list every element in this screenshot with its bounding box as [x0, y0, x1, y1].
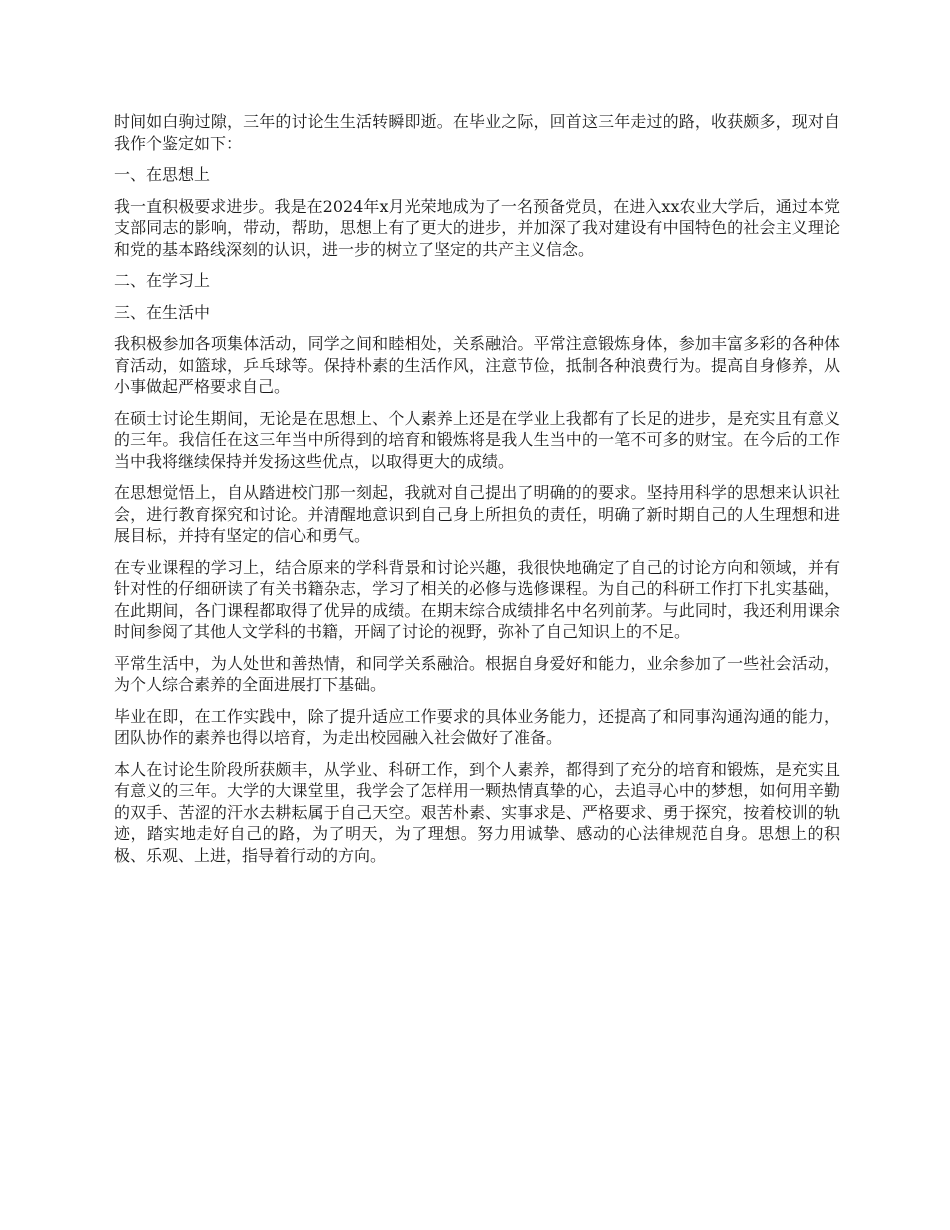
courses-paragraph: 在专业课程的学习上，结合原来的学科背景和讨论兴趣，我很快地确定了自己的讨论方向和领域，并有针对性的仔细研读了有关书籍杂志，学习了相关的必修与选修课程。为自己的科研工作打下扎实基础，在此期间，各门课程都取得了优异的成绩。在期末综合成绩排名中名列前茅。与此同时，我还利用课余时间参阅了其他人文学科的书籍，开阔了讨论的视野，弥补了自己知识上的不足。 — [114, 557, 840, 641]
thought-paragraph: 我一直积极要求进步。我是在2024年x月光荣地成为了一名预备党员，在进入xx农业大学后，通过本党支部同志的影响，带动，帮助，思想上有了更大的进步，并加深了我对建设有中国特色的社会主义理论和党的基本路线深刻的认识，进一步的树立了坚定的共产主义信念。 — [114, 196, 840, 259]
document-page — [114, 111, 840, 876]
section-heading-life: 三、在生活中 — [114, 302, 211, 322]
awareness-paragraph: 在思想觉悟上，自从踏进校门那一刻起，我就对自己提出了明确的的要求。坚持用科学的思想来认识社会，进行教育探究和讨论。并清醒地意识到自己身上所担负的责任，明确了新时期自己的人生理想和进展目标，并持有坚定的信心和勇气。 — [114, 483, 840, 545]
daily-life-paragraph: 平常生活中，为人处世和善热情，和同学关系融洽。根据自身爱好和能力，业余参加了一些社会活动，为个人综合素养的全面进展打下基础。 — [114, 653, 840, 694]
section-heading-thought: 一、在思想上 — [114, 165, 211, 184]
graduate-period-paragraph: 在硕士讨论生期间，无论是在思想上、个人素养上还是在学业上我都有了长足的进步，是充实且有意义的三年。我信任在这三年当中所得到的培育和锻炼将是我人生当中的一笔不可多的财宝。在今后的工作当中我将继续保持并发扬这些优点，以取得更大的成绩。 — [114, 408, 840, 471]
summary-paragraph: 本人在讨论生阶段所获颇丰，从学业、科研工作，到个人素养，都得到了充分的培育和锻炼，是充实且有意义的三年。大学的大课堂里，我学会了怎样用一颗热情真挚的心，去追寻心中的梦想，如何用辛勤的双手、苦涩的汗水去耕耘属于自己天空。艰苦朴素、实事求是、严格要求、勇于探究，按着校训的轨迹，踏实地走好自己的路，为了明天，为了理想。努力用诚挚、感动的心法律规范自身。思想上的积极、乐观、上进，指导着行动的方向。 — [114, 759, 840, 865]
section-heading-study: 二、在学习上 — [114, 271, 211, 290]
practice-paragraph: 毕业在即，在工作实践中，除了提升适应工作要求的具体业务能力，还提高了和同事沟通沟通的能力，团队协作的素养也得以培育，为走出校园融入社会做好了准备。 — [114, 706, 840, 747]
life-paragraph: 我积极参加各项集体活动，同学之间和睦相处，关系融洽。平常注意锻炼身体，参加丰富多彩的各种体育活动，如篮球，乒乓球等。保持朴素的生活作风，注意节俭，抵制各种浪费行为。提高自身修养，从小事做起严格要求自己。 — [114, 334, 840, 396]
intro-paragraph: 时间如白驹过隙，三年的讨论生生活转瞬即逝。在毕业之际，回首这三年走过的路，收获颇多，现对自我作个鉴定如下： — [114, 112, 840, 153]
